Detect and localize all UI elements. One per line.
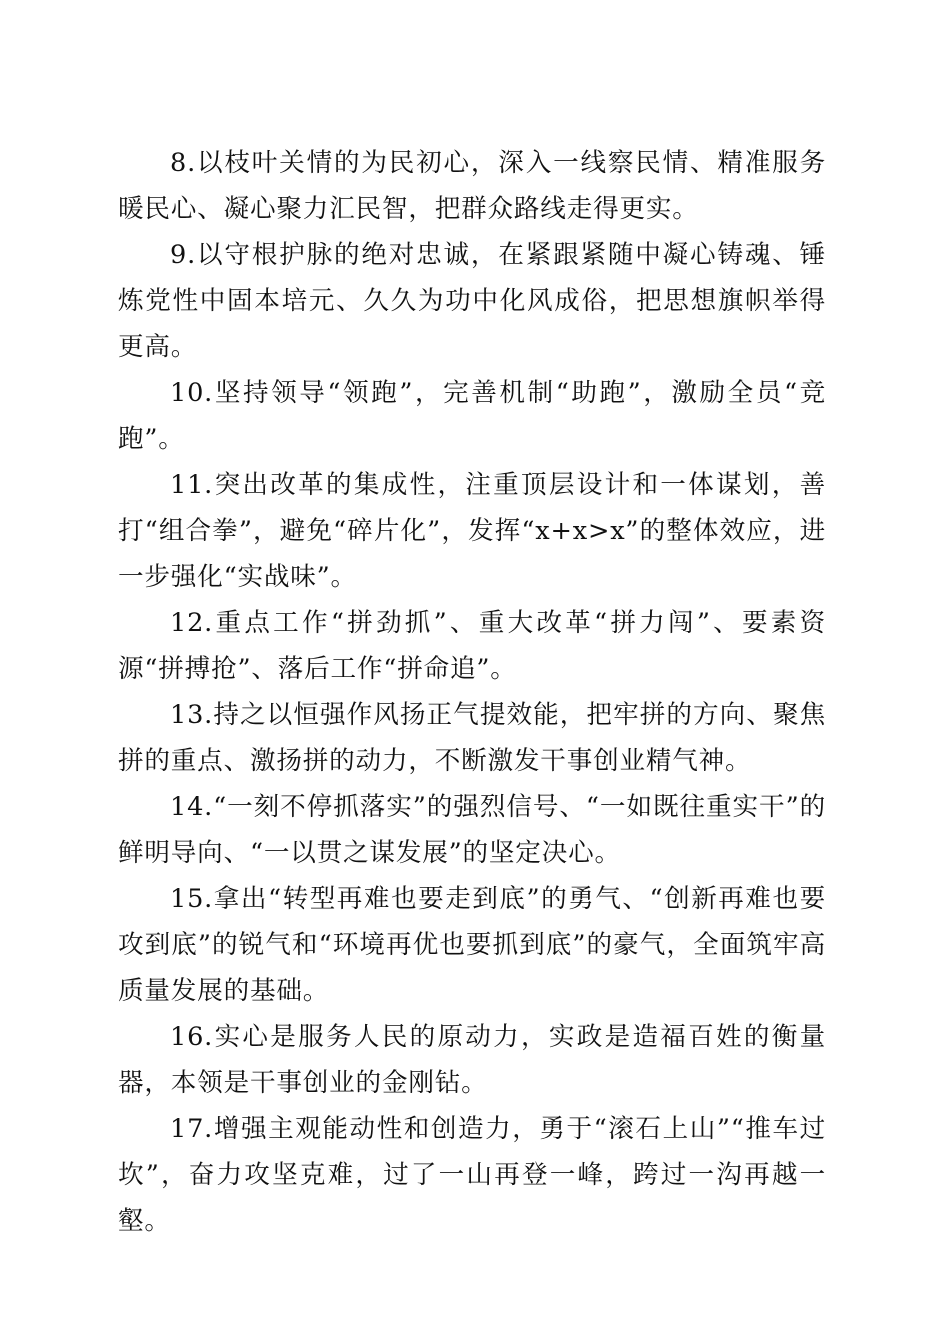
paragraph-9: 9.以守根护脉的绝对忠诚，在紧跟紧随中凝心铸魂、锤炼党性中固本培元、久久为功中化风成俗，把思想旗帜举得更高。 xyxy=(118,240,826,362)
paragraph-10: 10.坚持领导“领跑”，完善机制“助跑”，激励全员“竞跑”。 xyxy=(118,378,826,454)
paragraph-14: 14.“一刻不停抓落实”的强烈信号、“一如既往重实干”的鲜明导向、“一以贯之谋发展”的坚定决心。 xyxy=(118,792,826,868)
paragraph-8: 8.以枝叶关情的为民初心，深入一线察民情、精准服务暖民心、凝心聚力汇民智，把群众路线走得更实。 xyxy=(118,148,826,224)
paragraph-17: 17.增强主观能动性和创造力，勇于“滚石上山”“推车过坎”，奋力攻坚克难，过了一山再登一峰，跨过一沟再越一壑。 xyxy=(118,1114,826,1236)
paragraph-13: 13.持之以恒强作风扬正气提效能，把牢拼的方向、聚焦拼的重点、激扬拼的动力，不断激发干事创业精气神。 xyxy=(118,700,826,776)
paragraph-12: 12.重点工作“拼劲抓”、重大改革“拼力闯”、要素资源“拼搏抢”、落后工作“拼命追”。 xyxy=(118,608,826,684)
document-body xyxy=(118,140,826,1244)
paragraph-11: 11.突出改革的集成性，注重顶层设计和一体谋划，善打“组合拳”，避免“碎片化”，发挥“x+x>x”的整体效应，进一步强化“实战味”。 xyxy=(118,470,826,592)
paragraph-15: 15.拿出“转型再难也要走到底”的勇气、“创新再难也要攻到底”的锐气和“环境再优也要抓到底”的豪气，全面筑牢高质量发展的基础。 xyxy=(118,884,826,1006)
paragraph-16: 16.实心是服务人民的原动力，实政是造福百姓的衡量器，本领是干事创业的金刚钻。 xyxy=(118,1022,826,1098)
